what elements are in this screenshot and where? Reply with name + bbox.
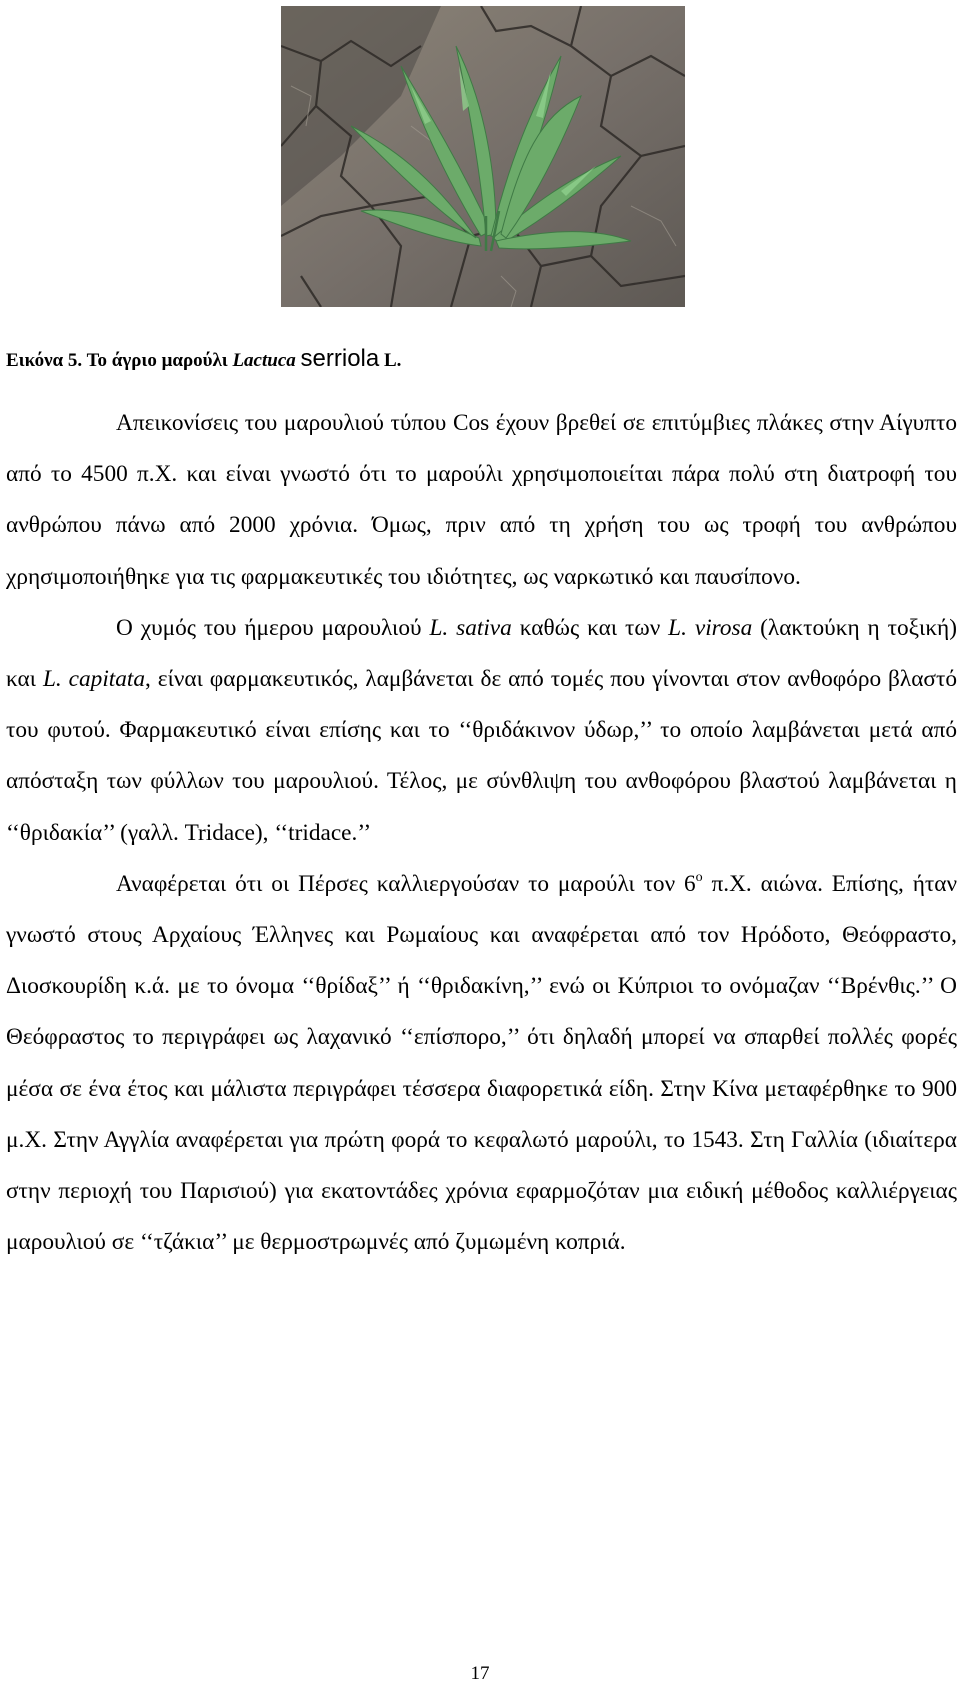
caption-author: L. (379, 350, 402, 371)
page-number: 17 (470, 1663, 490, 1684)
p3-text-2: π.Χ. αιώνα. Επίσης, ήταν γνωστό στους Αρχαίους Έλληνες και Ρωμαίους και αναφέρεται από τον Ηρόδοτο, Θεόφραστο, Διοσκουρίδη κ.ά. με το όνομα ‘‘θρίδαξ’’ ή ‘‘θριδακίνη,’’ ενώ οι Κύπριοι το ονόμαζαν ‘‘Βρένθις.’’ Ο Θεόφραστος το περιγράφει ως λαχανικό ‘‘επίσπορο,’’ ότι δηλαδή μπορεί να σπαρθεί πολλές φορές μέσα σε ένα έτος και μάλιστα περιγράφει τέσσερα διαφορετικά είδη. Στην Κίνα μεταφέρθηκε το 900 μ.Χ. Στην Αγγλία αναφέρεται για πρώτη φορά το κεφαλωτό μαρούλι, το 1543. Στη Γαλλία (ιδιαίτερα στην περιοχή του Παρισιού) για εκατοντάδες χρόνια εφαρμοζόταν μια ειδική μέθοδος καλλιέργειας μαρουλιού σε ‘‘τζάκια’’ με θερμοστρωμνές από ζυμωμένη κοπριά. (6, 870, 957, 1256)
paragraph-2 (6, 603, 957, 859)
caption-species: serriola (300, 345, 380, 372)
p2-species-virosa: L. virosa (668, 614, 753, 641)
p2-text-1: Ο χυμός του ήμερου μαρουλιού (116, 614, 430, 641)
plant-photo (281, 6, 685, 307)
p2-text-2: καθώς και των (511, 614, 669, 641)
caption-prefix: Εικόνα 5. Το άγριο μαρούλι (6, 350, 233, 371)
p2-species-capitata: L. capitata (42, 666, 146, 693)
figure-caption (6, 346, 926, 374)
p3-text-1: Αναφέρεται ότι οι Πέρσες καλλιεργούσαν το μαρούλι τον 6 (116, 870, 696, 897)
p2-text-3: (λακτούκη η τοξική) και (6, 614, 957, 693)
caption-genus: Lactuca (232, 350, 296, 371)
lactuca-serriola-photo (281, 6, 685, 307)
p2-text-4: , είναι φαρμακευτικός, λαμβάνεται δε από τομές που γίνονται στον ανθοφόρο βλαστό του φυτού. Φαρμακευτικό είναι επίσης και το ‘‘θριδάκινον ύδωρ,’’ το οποίο λαμβάνεται μετά από απόσταξη των φύλλων του μαρουλιού. Τέλος, με σύνθλιψη του ανθοφόρου βλαστού λαμβάνεται η ‘‘θριδακία’’ (γαλλ. Tridace), ‘‘tridace.’’ (6, 666, 957, 846)
p3-superscript: ο (695, 869, 703, 885)
paragraph-3 (6, 859, 957, 1269)
paragraph-1: Απεικονίσεις του μαρουλιού τύπου Cos έχουν βρεθεί σε επιτύμβιες πλάκες στην Αίγυπτο από το 4500 π.Χ. και είναι γνωστό ότι το μαρούλι χρησιμοποιείται πάρα πολύ στη διατροφή του ανθρώπου πάνω από 2000 χρόνια. Όμως, πριν από τη χρήση του ως τροφή του ανθρώπου χρησιμοποιήθηκε για τις φαρμακευτικές του ιδιότητες, ως ναρκωτικό και παυσίπονο. (6, 410, 957, 590)
p2-species-sativa: L. sativa (429, 614, 512, 641)
body-text (6, 398, 957, 1268)
